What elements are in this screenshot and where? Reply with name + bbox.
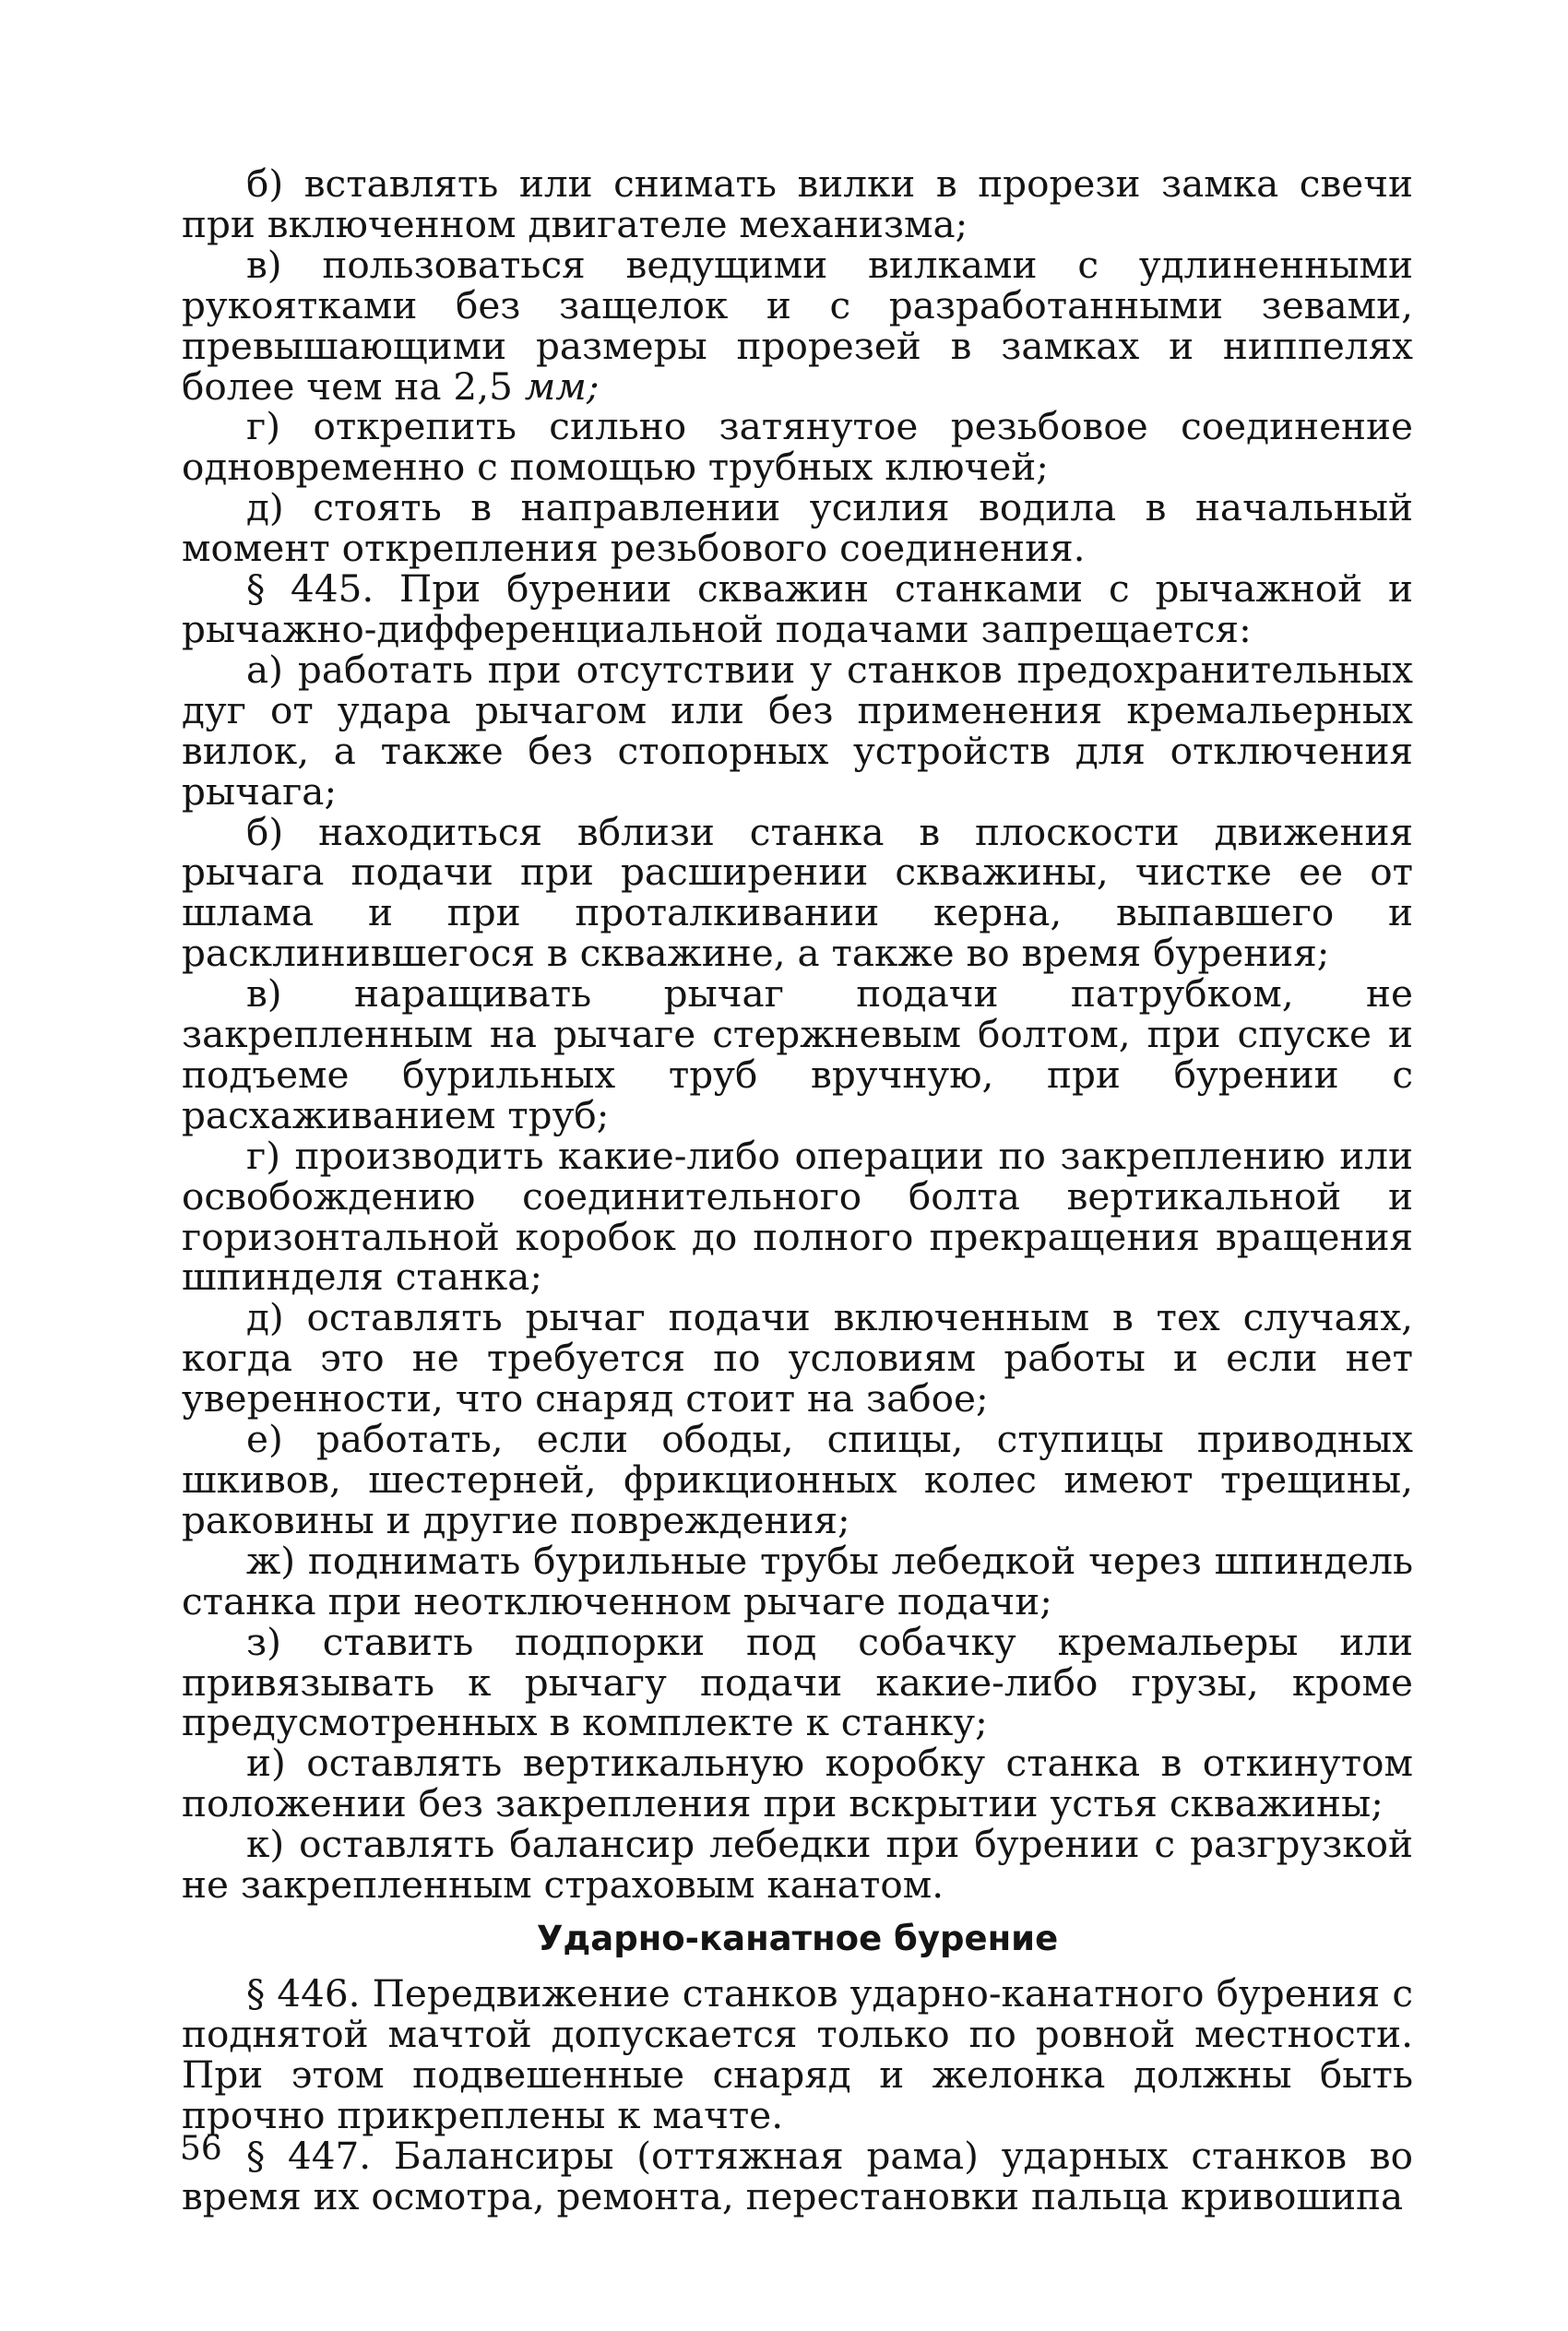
paragraph-item-d: д) стоять в направлении усилия водила в начальный момент открепления резьбового соединения. xyxy=(182,485,1413,571)
paragraph-445-k: к) оставлять балансир лебедки при бурении с разгрузкой не закрепленным страховым канатом. xyxy=(182,1822,1413,1908)
paragraph-445-zh: ж) поднимать бурильные трубы лебедкой через шпиндель станка при неотключенном рычаге подачи; xyxy=(182,1538,1413,1623)
paragraph-item-b: б) вставлять или снимать вилки в прорези замка свечи при включенном двигателе механизма; xyxy=(182,161,1413,246)
page-number: 56 xyxy=(180,2130,222,2168)
paragraph-item-g: г) открепить сильно затянутое резьбовое соединение одновременно с помощью трубных ключей; xyxy=(182,404,1413,490)
paragraph-445-b: б) находиться вблизи станка в плоскости движения рычага подачи при расширении скважины, чистке ее от шлама и при проталкивании керна, выпавшего и расклинившегося в скважине, а также во время бурения; xyxy=(182,809,1413,976)
section-heading: Ударно-канатное бурение xyxy=(536,1918,1059,1958)
paragraph-item-v-text: в) пользоваться ведущими вилками с удлиненными рукоятками без защелок и с разработанными зевами, превышающими размеры прорезей в замках и ниппелях более чем на 2,5 xyxy=(182,242,1413,409)
paragraph-445-g: г) производить какие-либо операции по закреплению или освобождению соединительного болта вертикальной и горизонтальной коробок до полного прекращения вращения шпинделя станка; xyxy=(182,1133,1413,1300)
paragraph-445-z: з) ставить подпорки под собачку кремальеры или привязывать к рычагу подачи какие-либо грузы, кроме предусмотренных в комплекте к станку; xyxy=(182,1619,1413,1745)
paragraph-445-v: в) наращивать рычаг подачи патрубком, не закрепленным на рычаге стержневым болтом, при спуске и подъеме бурильных труб вручную, при бурении с расхаживанием труб; xyxy=(182,971,1413,1137)
paragraph-445-a: а) работать при отсутствии у станков предохранительных дуг от удара рычагом или без применения кремальерных вилок, а также без стопорных устройств для отключения рычага; xyxy=(182,647,1413,814)
unit-mm: мм; xyxy=(524,363,600,409)
paragraph-445-e: е) работать, если ободы, спицы, ступицы приводных шкивов, шестерней, фрикционных колес имеют трещины, раковины и другие повреждения; xyxy=(182,1417,1413,1542)
paragraph-445-i: и) оставлять вертикальную коробку станка в откинутом положении без закрепления при вскрытии устья скважины; xyxy=(182,1741,1413,1826)
paragraph-section-447: § 447. Балансиры (оттяжная рама) ударных станков во время их осмотра, ремонта, перестановки пальца кривошипа xyxy=(182,2133,1413,2218)
paragraph-section-446: § 446. Передвижение станков ударно-канатного бурения с поднятой мачтой допускается только по ровной местности. При этом подвешенные снаряд и желонка должны быть прочно прикреплены к мачте. xyxy=(182,1970,1413,2137)
paragraph-item-v xyxy=(182,242,1413,409)
paragraph-section-445: § 445. При бурении скважин станками с рычажной и рычажно-дифференциальной подачами запрещается: xyxy=(182,566,1413,651)
paragraph-445-d: д) оставлять рычаг подачи включенным в тех случаях, когда это не требуется по условиям работы и если нет уверенности, что снаряд стоит на забое; xyxy=(182,1295,1413,1421)
document-page xyxy=(182,161,1413,2218)
